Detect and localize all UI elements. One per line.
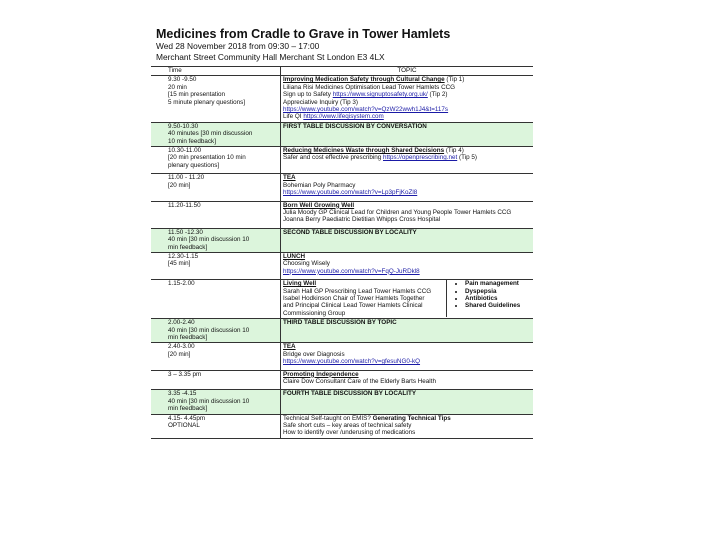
session-title: TEA <box>283 343 296 351</box>
time-column-header: Time <box>151 67 281 76</box>
table-row <box>151 280 533 319</box>
session-title: SECOND TABLE DISCUSSION BY LOCALITY <box>283 228 417 236</box>
session-title: Living Well <box>283 280 317 288</box>
table-row <box>151 122 533 146</box>
topic-text: How to identify over /underusing of medications <box>283 429 416 437</box>
time-line: 20 min <box>168 83 187 91</box>
topic-text: Sign up to Safety <box>283 91 333 99</box>
time-line: 40 min [30 min discussion 10 <box>168 326 250 334</box>
session-title: LUNCH <box>283 252 306 260</box>
time-line: [45 min] <box>168 260 191 268</box>
speaker-line: Claire Dow Consultant Care of the Elderly Barts Health <box>283 378 436 386</box>
time-cell <box>151 252 281 279</box>
resource-link[interactable]: https://www.signuptosafety.org.uk/ <box>332 91 428 99</box>
topic-cell <box>281 228 534 252</box>
split-cell <box>283 280 531 317</box>
time-cell <box>151 414 281 438</box>
topic-cell <box>281 319 534 343</box>
video-link[interactable]: https://www.youtube.com/watch?v=FqQ-JuRDkl8 <box>283 267 420 275</box>
topic-text: Safer and cost effective prescribing <box>283 154 383 162</box>
time-line: 12.30-1.15 <box>168 252 199 260</box>
time-line: 9.50-10.30 <box>168 122 199 130</box>
agenda-table <box>151 66 533 439</box>
session-title: Improving Medication Safety through Cultural Change <box>283 76 445 84</box>
time-cell <box>151 390 281 414</box>
table-row <box>151 174 533 201</box>
time-line: [20 min] <box>168 350 191 358</box>
table-header-row <box>151 67 533 76</box>
topic-cell <box>281 252 534 279</box>
time-line: 10.30-11.00 <box>168 147 202 155</box>
speaker-line: and Principal Clinical Lead Tower Hamlets Clinical <box>283 302 423 310</box>
time-cell <box>151 122 281 146</box>
speaker-line: Liliana Risi Medicines Optimisation Lead Tower Hamlets CCG <box>283 83 456 91</box>
time-line: 1.15-2.00 <box>168 280 195 288</box>
topic-cell <box>281 280 534 319</box>
topic-cell <box>281 174 534 201</box>
list-item: • Shared Guidelines <box>465 302 531 309</box>
speaker-line: Julia Moody GP Clinical Lead for Children and Young People Tower Hamlets CCG <box>283 208 512 216</box>
bullet-list <box>451 280 531 310</box>
time-line: min feedback] <box>168 334 208 341</box>
video-link[interactable]: https://www.youtube.com/watch?v=gfesuNG0-kQ <box>283 358 421 366</box>
table-row <box>151 228 533 252</box>
video-link[interactable]: https://www.youtube.com/watch?v=QzW22wwh1J4&t=117s <box>283 106 449 114</box>
time-cell <box>151 147 281 174</box>
session-title: Reducing Medicines Waste through Shared Decisions <box>283 147 445 155</box>
time-cell <box>151 174 281 201</box>
resource-link[interactable]: https://openprescribing.net <box>383 154 458 162</box>
time-line: min feedback] <box>168 243 208 251</box>
session-title: FIRST TABLE DISCUSSION BY CONVERSATION <box>283 122 427 130</box>
time-cell <box>151 76 281 122</box>
time-line: 11.50 -12.30 <box>168 228 203 236</box>
topic-cell <box>281 390 534 414</box>
topic-cell <box>281 201 534 228</box>
time-line: 11.20-11.50 <box>168 201 201 209</box>
session-title: Promoting Independence <box>283 370 359 378</box>
page-title: Medicines from Cradle to Grave in Tower Hamlets <box>156 27 451 41</box>
table-row <box>151 390 533 414</box>
event-details <box>156 41 385 62</box>
topic-cell <box>281 343 534 370</box>
topic-text: Life QI <box>283 113 304 121</box>
topic-bullets <box>446 280 531 317</box>
time-line: 5 minute plenary questions] <box>168 98 246 106</box>
topic-cell <box>281 122 534 146</box>
time-line: 4.15- 4.45pm <box>168 414 206 422</box>
time-line: 11.00 - 11.20 <box>168 174 205 182</box>
table-row <box>151 370 533 390</box>
topic-text: Safe short cuts – key areas of technical safety <box>283 422 412 430</box>
topic-text: Bohemian Poly Pharmacy <box>283 181 356 189</box>
time-cell <box>151 228 281 252</box>
table-row <box>151 343 533 370</box>
time-cell <box>151 370 281 390</box>
time-line: min feedback] <box>168 405 208 413</box>
time-line: [15 min presentation <box>168 91 226 99</box>
session-title: TEA <box>283 174 296 182</box>
speaker-line: Sarah Hall GP Prescribing Lead Tower Hamlets CCG <box>283 287 432 295</box>
session-title: FOURTH TABLE DISCUSSION BY LOCALITY <box>283 390 417 398</box>
time-line: [20 min presentation 10 min <box>168 154 246 162</box>
time-cell <box>151 201 281 228</box>
resource-link[interactable]: https://www.lifeqisystem.com <box>303 113 384 121</box>
topic-text: Choosing Wisely <box>283 260 330 268</box>
time-cell <box>151 343 281 370</box>
tip-label: (Tip 5) <box>457 154 477 162</box>
time-line: plenary questions] <box>168 161 220 169</box>
time-line: 2.40-3.00 <box>168 343 195 351</box>
time-line: 2.00-2.40 <box>168 319 195 327</box>
session-title: Generating Technical Tips <box>372 414 451 422</box>
table-row <box>151 76 533 122</box>
tip-label: (Tip 1) <box>444 76 465 84</box>
time-line: 40 minutes [30 min discussion <box>168 130 253 138</box>
topic-text: Appreciative Inquiry (Tip 3) <box>283 98 359 106</box>
time-line: 10 min feedback] <box>168 137 216 145</box>
session-title: Born Well Growing Well <box>283 201 355 209</box>
topic-text: Technical Self-taught on EMIS? <box>283 414 373 422</box>
table-row <box>151 147 533 174</box>
topic-cell <box>281 147 534 174</box>
event-date: Wed 28 November 2018 from 09:30 – 17:00 <box>156 41 320 51</box>
time-line: [20 min] <box>168 181 191 189</box>
topic-column-header: TOPIC <box>281 67 534 76</box>
list-item: • Pain management <box>465 280 531 287</box>
speaker-line: Isabel Hodkinson Chair of Tower Hamlets Together <box>283 294 425 302</box>
table-row <box>151 252 533 279</box>
topic-cell <box>281 370 534 390</box>
video-link[interactable]: https://www.youtube.com/watch?v=Lp3pFjKoZl8 <box>283 189 418 197</box>
table-row <box>151 414 533 438</box>
time-line: 40 min [30 min discussion 10 <box>168 397 250 405</box>
time-line: OPTIONAL <box>168 422 200 430</box>
time-line: 9.30 -9.50 <box>168 76 197 84</box>
table-row <box>151 319 533 343</box>
topic-cell <box>281 414 534 438</box>
speaker-line: Joanna Berry Paediatric Dietitian Whipps Cross Hospital <box>283 216 441 224</box>
topic-text: Bridge over Diagnosis <box>283 350 345 358</box>
time-cell <box>151 280 281 319</box>
tip-label: (Tip 4) <box>444 147 464 155</box>
event-venue: Merchant Street Community Hall Merchant St London E3 4LX <box>156 51 385 62</box>
tip-label: (Tip 2) <box>427 91 448 99</box>
list-item: • Dyspepsia <box>465 288 531 295</box>
speaker-line: Commissioning Group <box>283 309 346 317</box>
time-line: 3.35 -4.15 <box>168 390 197 398</box>
time-cell <box>151 319 281 343</box>
time-line: 40 min [30 min discussion 10 <box>168 236 250 244</box>
session-title: THIRD TABLE DISCUSSION BY TOPIC <box>283 319 397 327</box>
list-item: • Antibiotics <box>465 295 531 302</box>
table-row <box>151 201 533 228</box>
session-details <box>283 280 442 317</box>
topic-cell <box>281 76 534 122</box>
time-line: 3 – 3.35 pm <box>168 370 202 378</box>
